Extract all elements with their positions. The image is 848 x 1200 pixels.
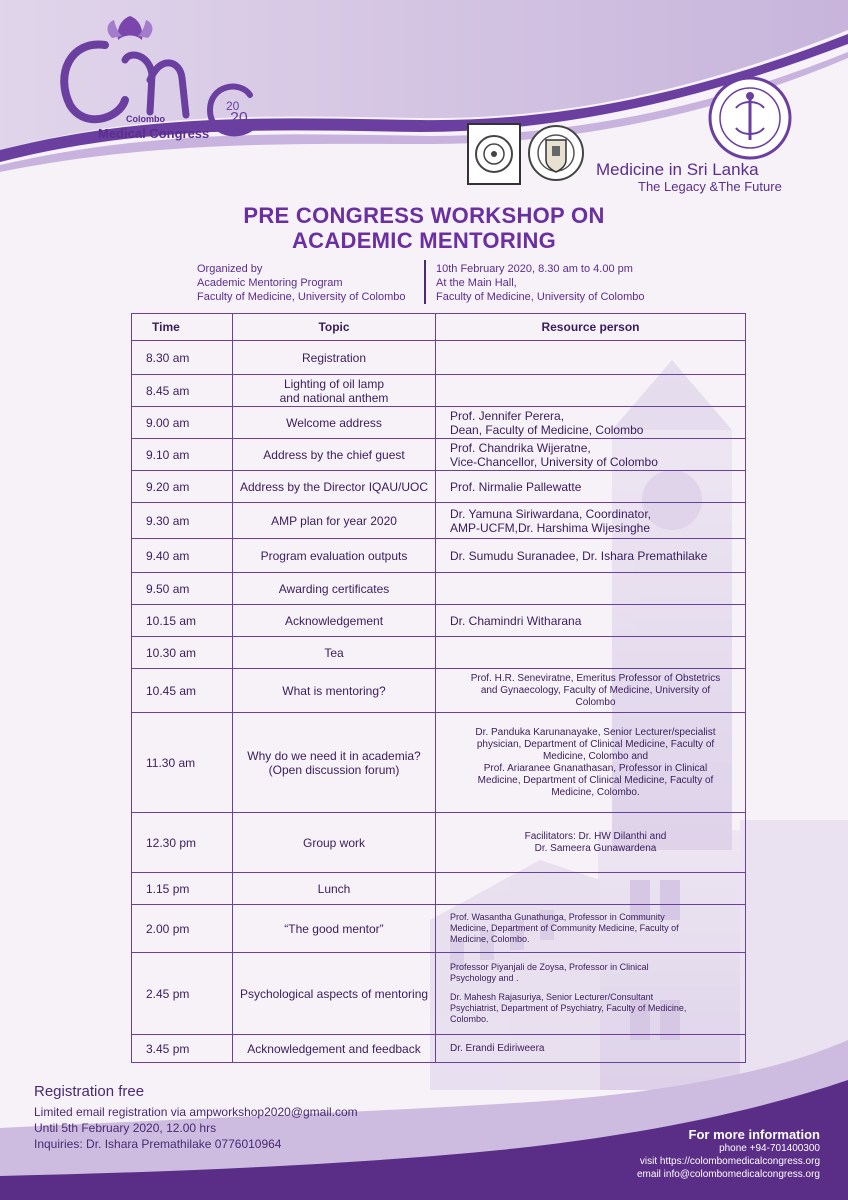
resource-line: Medicine, Department of Clinical Medicine, Faculty of (477, 774, 714, 786)
resource-line: Medicine, Colombo. (450, 934, 530, 944)
cell-time: 9.50 am (132, 573, 233, 605)
cell-resource (436, 605, 746, 637)
registration-details (34, 1104, 358, 1152)
topic-line: “The good mentor” (284, 921, 384, 936)
resource-line: Psychology and . (450, 973, 519, 983)
topic-line: Address by the chief guest (263, 447, 405, 462)
cell-resource (436, 1035, 746, 1063)
cell-resource (436, 873, 746, 905)
table-row (132, 873, 746, 905)
resource-line: Prof. Nirmalie Pallewatte (450, 479, 582, 494)
cell-resource (436, 713, 746, 813)
cell-time: 9.30 am (132, 503, 233, 539)
cell-time: 9.10 am (132, 439, 233, 471)
resource-line: Vice-Chancellor, University of Colombo (450, 454, 658, 469)
resource-line: Dr. Panduka Karunanayake, Senior Lecturer/specialist (475, 726, 716, 738)
resource-line: physician, Department of Clinical Medicine, Faculty of (476, 738, 715, 750)
topic-line: Registration (301, 350, 367, 365)
event-line: Faculty of Medicine, University of Colombo (436, 291, 645, 303)
resource-line: Prof. H.R. Seneviratne, Emeritus Professor of Obstetrics (470, 672, 721, 684)
tagline-sub: The Legacy &The Future (638, 179, 782, 194)
organizer-line: Organized by (197, 263, 263, 275)
contact-block (520, 1127, 820, 1181)
header-time: Time (132, 314, 233, 341)
topic-line: Program evaluation outputs (260, 548, 408, 563)
resource-line: Colombo (575, 696, 616, 708)
cell-time: 8.30 am (132, 341, 233, 375)
registration-title: Registration free (34, 1083, 145, 1100)
cell-time: 9.40 am (132, 539, 233, 573)
topic-line: Tea (324, 645, 344, 660)
cell-time: 3.45 pm (132, 1035, 233, 1063)
cell-topic (233, 539, 436, 573)
topic-line: Group work (302, 835, 366, 850)
contact-phone: phone +94-701400300 (719, 1143, 820, 1154)
topic-line: AMP plan for year 2020 (271, 513, 397, 528)
cell-time: 10.30 am (132, 637, 233, 669)
cell-topic (233, 605, 436, 637)
resource-line: Dr. Yamuna Siriwardana, Coordinator, (450, 506, 651, 521)
cell-resource (436, 503, 746, 539)
resource-line: Dr. Chamindri Witharana (450, 613, 582, 628)
topic-line: Lunch (317, 881, 351, 896)
resource-line: Dr. Sameera Gunawardena (534, 842, 657, 854)
cell-topic (233, 471, 436, 503)
resource-line: Psychiatrist, Department of Psychiatry, Faculty of Medicine, (450, 1003, 687, 1013)
cell-resource (436, 471, 746, 503)
resource-line: Dr. Sumudu Suranadee, Dr. Ishara Premathilake (450, 548, 708, 563)
cell-topic (233, 503, 436, 539)
resource-line: Dr. Mahesh Rajasuriya, Senior Lecturer/Consultant (450, 992, 654, 1002)
info-divider (424, 260, 426, 304)
cell-time: 8.45 am (132, 375, 233, 407)
cell-topic (233, 407, 436, 439)
topic-line: Why do we need it in academia? (247, 748, 421, 763)
resource-line: Dean, Faculty of Medicine, Colombo (450, 422, 644, 437)
organizer-line: Faculty of Medicine, University of Colombo (197, 291, 406, 303)
schedule-table (131, 313, 746, 1063)
table-row (132, 1035, 746, 1063)
resource-line: Facilitators: Dr. HW Dilanthi and (524, 830, 667, 842)
resource-line: Dr. Erandi Ediriweera (450, 1042, 545, 1054)
university-seal-square (468, 124, 520, 184)
organizer-block (197, 262, 405, 304)
cell-resource (436, 953, 746, 1035)
cell-time: 10.15 am (132, 605, 233, 637)
cell-time: 2.45 pm (132, 953, 233, 1035)
topic-line: Acknowledgement (284, 613, 384, 628)
cell-topic (233, 573, 436, 605)
cell-topic (233, 905, 436, 953)
table-row (132, 905, 746, 953)
cell-time: 9.20 am (132, 471, 233, 503)
topic-line: Psychological aspects of mentoring (239, 986, 429, 1001)
registration-line: Limited email registration via ampworkshop2020@gmail.com (34, 1105, 358, 1119)
table-row (132, 713, 746, 813)
cell-topic (233, 637, 436, 669)
event-line: At the Main Hall, (436, 277, 517, 289)
resource-line: Medicine, Colombo. (551, 786, 640, 798)
cell-resource (436, 539, 746, 573)
cell-time: 9.00 am (132, 407, 233, 439)
table-row (132, 813, 746, 873)
contact-email: email info@colombomedicalcongress.org (636, 1169, 820, 1180)
table-row (132, 573, 746, 605)
logo-year-bottom: 20 (230, 110, 248, 127)
cell-topic (233, 1035, 436, 1063)
university-crest (529, 126, 583, 180)
cell-resource (436, 637, 746, 669)
table-row (132, 375, 746, 407)
topic-line: and national anthem (279, 390, 389, 405)
topic-line: Lighting of oil lamp (283, 376, 385, 391)
cell-resource (436, 573, 746, 605)
cell-resource (436, 669, 746, 713)
contact-website: visit https://colombomedicalcongress.org (639, 1156, 820, 1167)
resource-line: and Gynaecology, Faculty of Medicine, University of (480, 684, 711, 696)
table-row (132, 669, 746, 713)
resource-line: Prof. Ariaranee Gnanathasan, Professor in Clinical (483, 762, 708, 774)
table-row (132, 503, 746, 539)
resource-line: Colombo. (450, 1014, 489, 1024)
resource-line (450, 984, 741, 992)
cell-topic (233, 813, 436, 873)
resource-line: AMP-UCFM,Dr. Harshima Wijesinghe (450, 520, 651, 535)
topic-line: What is mentoring? (282, 683, 386, 698)
cell-resource (436, 375, 746, 407)
page-title-line2: ACADEMIC MENTORING (291, 228, 557, 253)
logo-year-top: 20 (226, 99, 240, 113)
cell-topic (233, 439, 436, 471)
cell-time: 1.15 pm (132, 873, 233, 905)
resource-line: Prof. Jennifer Perera, (450, 408, 565, 423)
table-row (132, 471, 746, 503)
cell-resource (436, 341, 746, 375)
table-row (132, 637, 746, 669)
cell-time: 10.45 am (132, 669, 233, 713)
cell-topic (233, 341, 436, 375)
topic-line: Awarding certificates (278, 581, 390, 596)
logo-congress-name: Medical Congress (98, 126, 210, 141)
table-row (132, 407, 746, 439)
header-topic: Topic (233, 314, 436, 341)
contact-title: For more information (688, 1127, 820, 1142)
logo-colombo-text: Colombo (126, 114, 165, 124)
registration-line: Until 5th February 2020, 12.00 hrs (34, 1121, 217, 1135)
organizer-line: Academic Mentoring Program (197, 277, 343, 289)
table-row (132, 439, 746, 471)
resource-line: Prof. Chandrika Wijeratne, (450, 440, 591, 455)
header-resource: Resource person (436, 314, 746, 341)
cell-topic (233, 713, 436, 813)
table-row (132, 605, 746, 637)
event-block (436, 262, 644, 304)
table-row (132, 341, 746, 375)
event-line: 10th February 2020, 8.30 am to 4.00 pm (436, 263, 633, 275)
cell-resource (436, 407, 746, 439)
tagline-main: Medicine in Sri Lanka (596, 160, 759, 179)
cell-time: 11.30 am (132, 713, 233, 813)
registration-line: Inquiries: Dr. Ishara Premathilake 0776010964 (34, 1137, 282, 1151)
topic-line: Acknowledgement and feedback (247, 1041, 421, 1056)
cell-resource (436, 439, 746, 471)
resource-line: Medicine, Department of Community Medicine, Faculty of (450, 923, 679, 933)
resource-line: Prof. Wasantha Gunathunga, Professor in Community (450, 912, 665, 922)
page-title-line1: PRE CONGRESS WORKSHOP ON (243, 203, 605, 228)
cell-topic (233, 953, 436, 1035)
table-row (132, 539, 746, 573)
topic-line: Address by the Director IQAU/UOC (239, 479, 429, 494)
cell-resource (436, 813, 746, 873)
topic-line: (Open discussion forum) (268, 762, 400, 777)
resource-line: Medicine, Colombo and (542, 750, 649, 762)
schedule-body (132, 341, 746, 1063)
cell-topic (233, 669, 436, 713)
topic-line: Welcome address (286, 415, 382, 430)
medical-seal-round (710, 78, 790, 158)
table-row (132, 953, 746, 1035)
cell-resource (436, 905, 746, 953)
cell-time: 12.30 pm (132, 813, 233, 873)
table-header-row (132, 314, 746, 341)
cell-time: 2.00 pm (132, 905, 233, 953)
cell-topic (233, 375, 436, 407)
resource-line: Professor Piyanjali de Zoysa, Professor in Clinical (450, 962, 649, 972)
cell-topic (233, 873, 436, 905)
